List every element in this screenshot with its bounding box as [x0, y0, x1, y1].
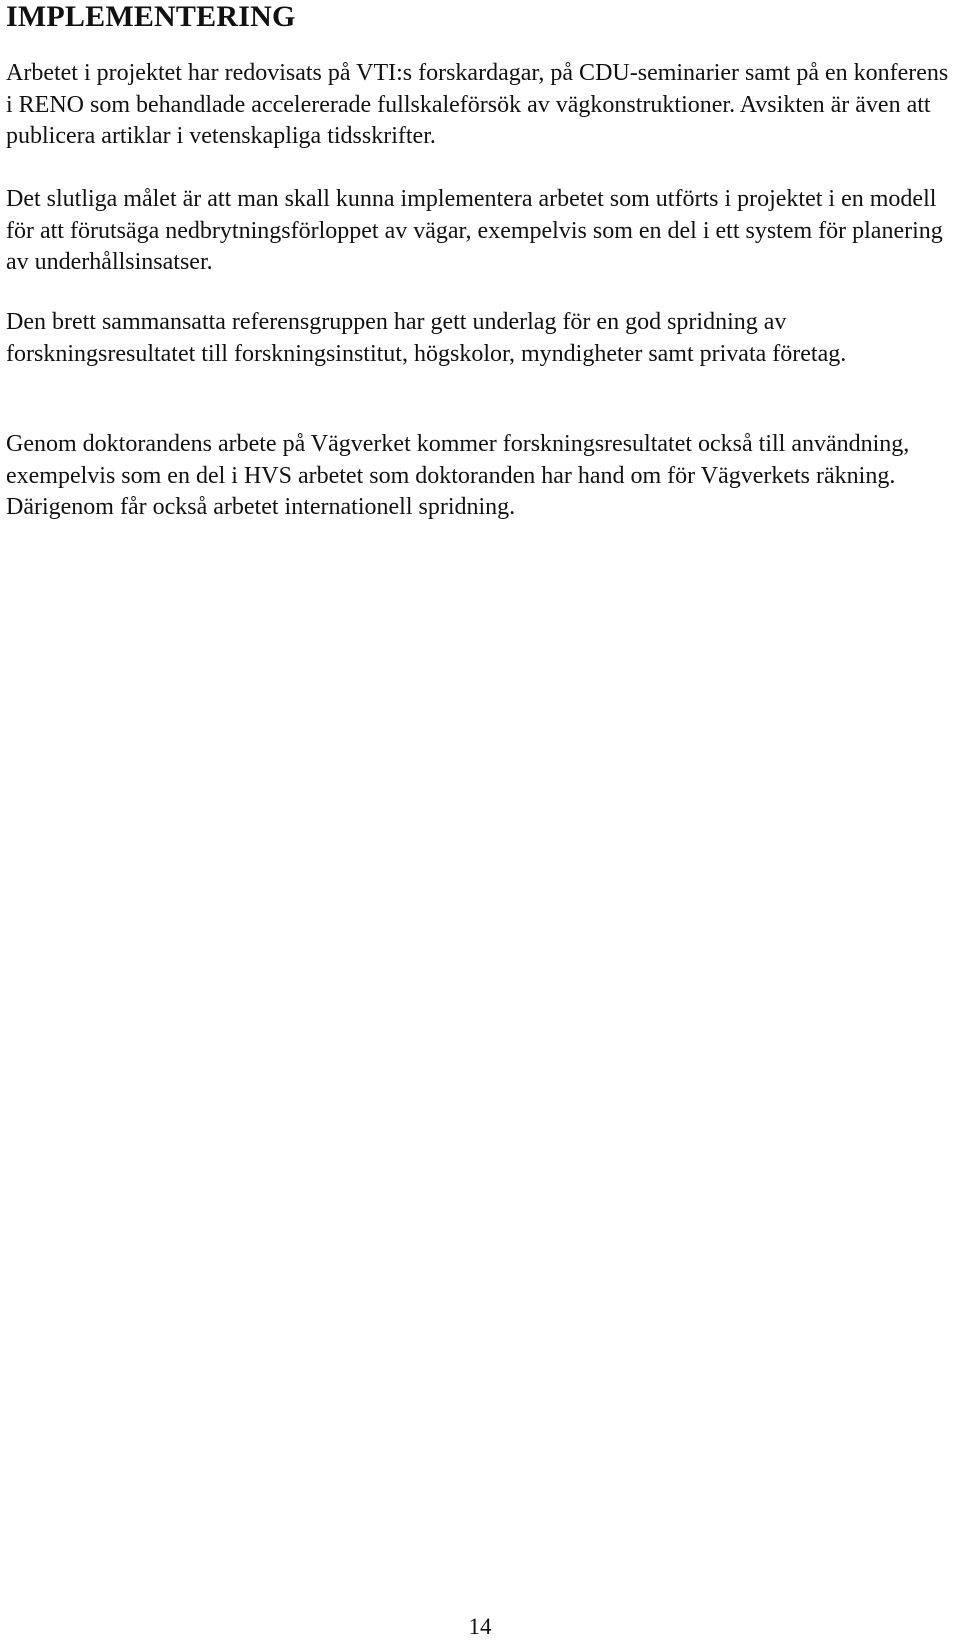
section-heading: IMPLEMENTERING — [6, 0, 296, 33]
paragraph-dissemination: Arbetet i projektet har redovisats på VTI:s forskardagar, på CDU-seminarier samt på en konferens i RENO som behandlade accelererade fullskaleförsök av vägkonstruktioner. Avsikten är även att publicera artiklar i vetenskapliga tidsskrifter. — [6, 60, 949, 149]
page-number: 14 — [468, 1614, 492, 1639]
paragraph-doctoral-work: Genom doktorandens arbete på Vägverket kommer forskningsresultatet också till användning, exempelvis som en del i HVS arbetet som doktoranden har hand om för Vägverkets räkning. Därigenom får också arbetet internationell spridning. — [6, 431, 910, 520]
paragraph-final-goal: Det slutliga målet är att man skall kunna implementera arbetet som utförts i projektet i en modell för att förutsäga nedbrytningsförloppet av vägar, exempelvis som en del i ett system för planering av underhållsinsatser. — [6, 186, 943, 275]
paragraph-reference-group: Den brett sammansatta referensgruppen har gett underlag för en god spridning av forskningsresultatet till forskningsinstitut, högskolor, myndigheter samt privata företag. — [6, 309, 847, 367]
